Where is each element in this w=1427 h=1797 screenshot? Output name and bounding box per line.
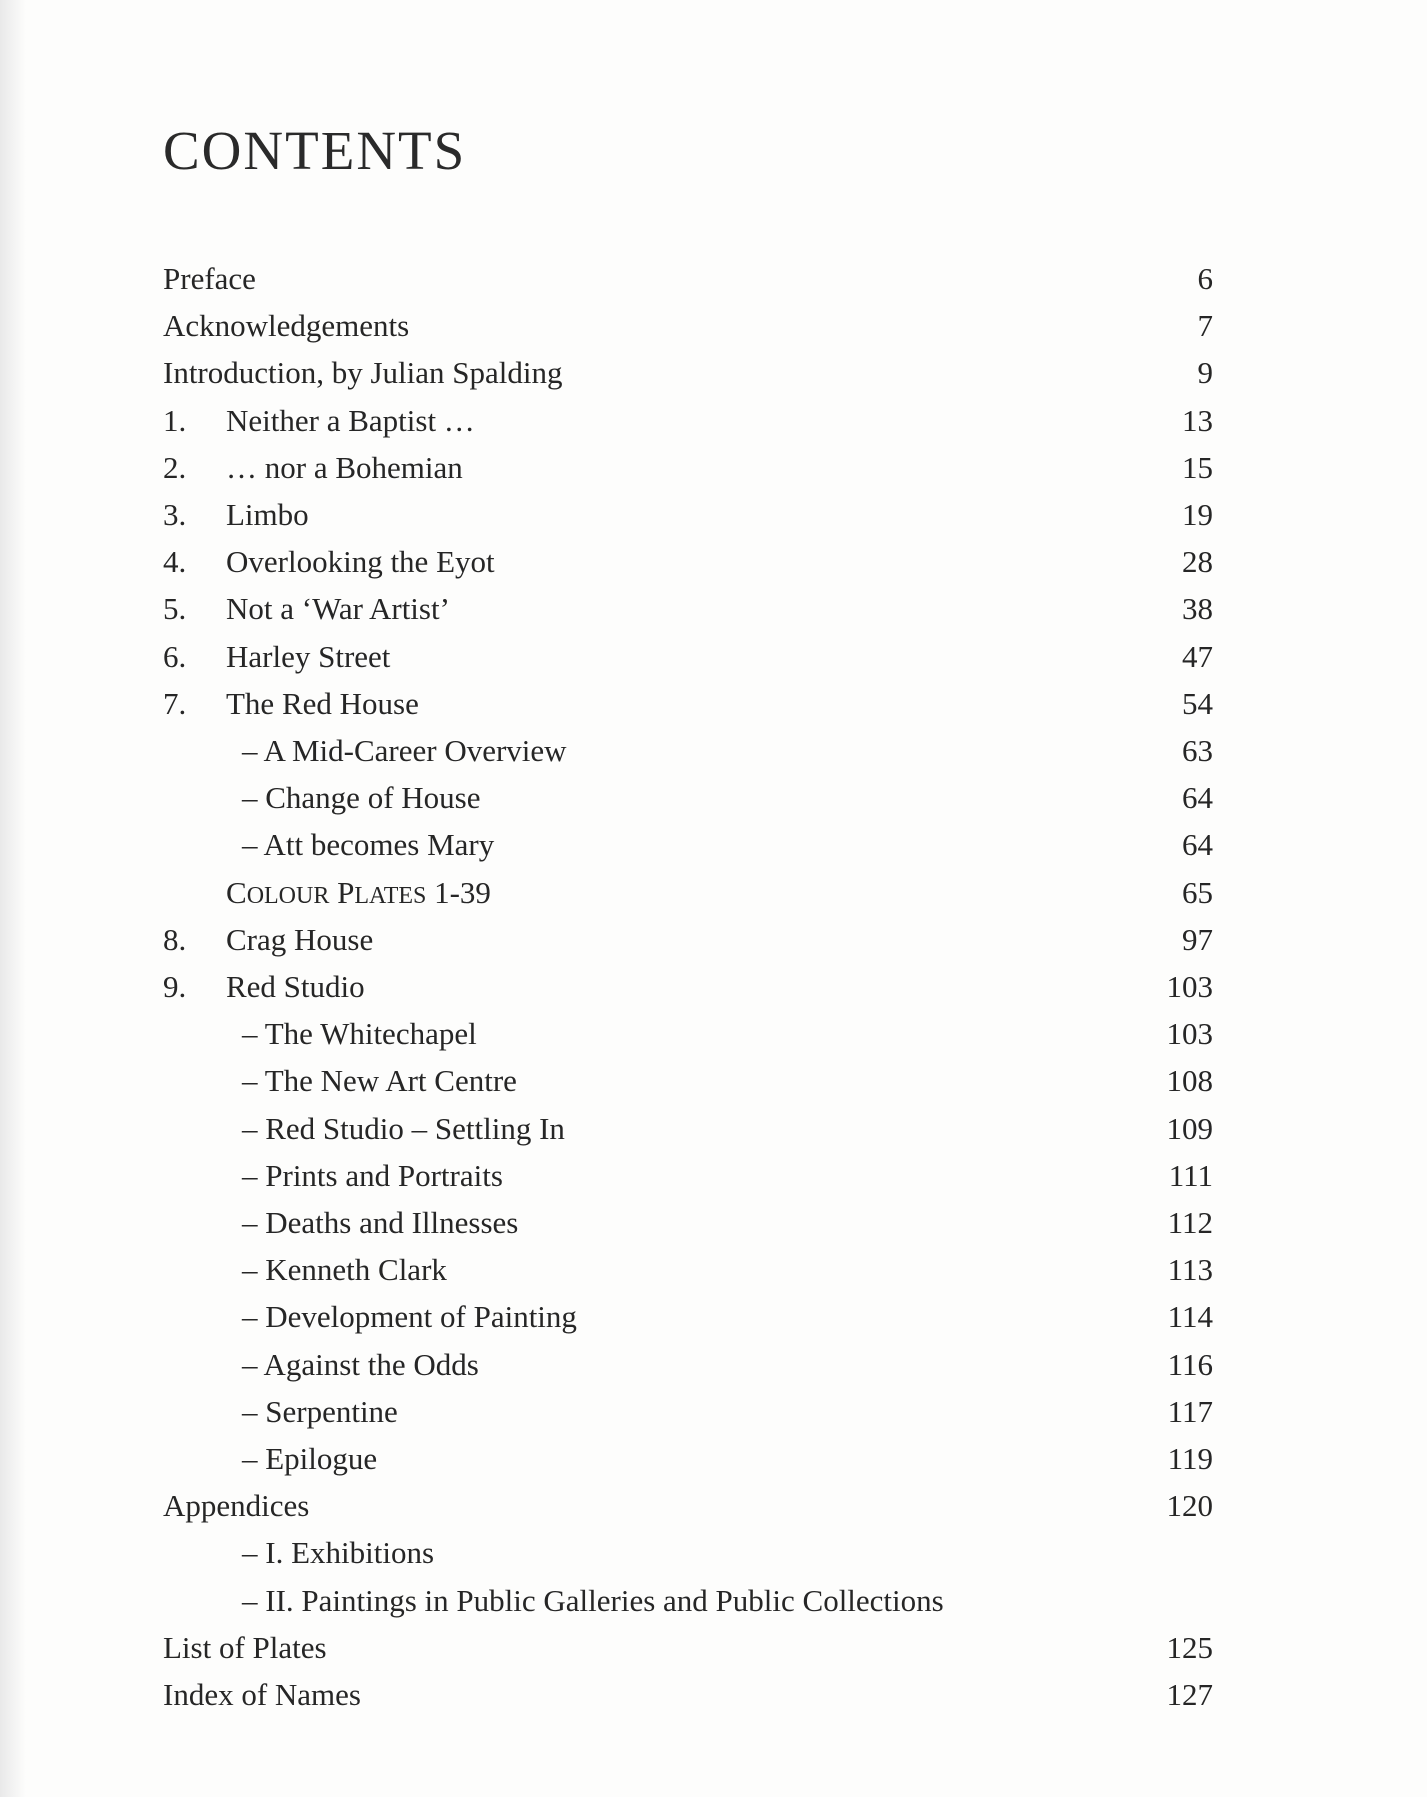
toc-entry-title: – Deaths and Illnesses: [242, 1205, 519, 1240]
toc-entry-page-number: 28: [1182, 544, 1213, 580]
toc-entry-title: List of Plates: [163, 1629, 327, 1665]
toc-entry-number: 8.: [163, 921, 187, 957]
page-edge-shadow: [0, 0, 26, 1797]
toc-entry-number: 5.: [163, 591, 187, 627]
toc-entry: [163, 538, 1213, 585]
toc-entry-page-number: 97: [1182, 921, 1213, 957]
toc-entry-title: – Against the Odds: [242, 1346, 479, 1382]
toc-entry-page-number: 54: [1182, 685, 1213, 721]
toc-entry-title: – The Whitechapel: [242, 1016, 477, 1052]
toc-entry: [163, 397, 1213, 444]
toc-entry-number: 7.: [163, 685, 187, 721]
toc-entry-title: Acknowledgements: [163, 308, 410, 344]
toc-entry: [163, 1435, 1213, 1482]
toc-entry-title: Neither a Baptist …: [226, 402, 475, 438]
toc-entry: [163, 869, 1213, 916]
toc-entry-page-number: 64: [1182, 827, 1213, 863]
toc-entry-title: – Att becomes Mary: [242, 827, 495, 863]
toc-entry-title: – II. Paintings in Public Galleries and Public Collections: [242, 1582, 944, 1618]
toc-entry: [163, 1671, 1213, 1718]
toc-entry-page-number: 108: [1166, 1063, 1213, 1099]
toc-entry: [163, 1152, 1213, 1199]
toc-entry-title: – Kenneth Clark: [242, 1252, 447, 1288]
toc-entry-title: Limbo: [226, 497, 309, 532]
toc-entry: [163, 585, 1213, 632]
toc-entry-page-number: 116: [1167, 1346, 1213, 1382]
toc-entry-title: Appendices: [163, 1488, 310, 1524]
toc-entry-page-number: 13: [1182, 402, 1213, 438]
toc-entry-title: Crag House: [226, 921, 374, 957]
toc-entry: [163, 727, 1213, 774]
toc-entry-page-number: 64: [1182, 780, 1213, 816]
toc-entry-title: – Change of House: [242, 780, 481, 816]
toc-entry-page-number: 113: [1167, 1252, 1213, 1288]
toc-entry: [163, 963, 1213, 1010]
toc-entry-number: 2.: [163, 449, 187, 485]
toc-entry-title: – The New Art Centre: [242, 1063, 517, 1099]
toc-entry: [163, 1624, 1213, 1671]
toc-entry: [163, 444, 1213, 491]
toc-entry-page-number: 127: [1166, 1677, 1213, 1712]
toc-entry-title: Red Studio: [226, 969, 365, 1004]
toc-entry-page-number: 112: [1167, 1205, 1213, 1240]
toc-entry-title: – Development of Painting: [242, 1299, 577, 1335]
toc-entry: [163, 1388, 1213, 1435]
toc-entry: [163, 491, 1213, 538]
toc-entry-page-number: 125: [1166, 1629, 1213, 1665]
toc-entry-page-number: 7: [1197, 308, 1213, 344]
toc-entry-title: – Prints and Portraits: [242, 1157, 503, 1193]
toc-entry-title: – A Mid-Career Overview: [242, 733, 567, 768]
toc-entry: [163, 1577, 1213, 1624]
toc-entry-page-number: 19: [1182, 497, 1213, 532]
toc-entry: [163, 255, 1213, 302]
toc-entry-title: – Epilogue: [242, 1441, 378, 1476]
toc-entry-page-number: 111: [1168, 1157, 1213, 1193]
toc-entry: [163, 1341, 1213, 1388]
toc-entry-number: 6.: [163, 638, 187, 674]
toc-entry-number: 3.: [163, 497, 187, 532]
toc-entry-page-number: 63: [1182, 733, 1213, 768]
toc-entry-page-number: 117: [1167, 1393, 1213, 1429]
toc-entry-title: – Serpentine: [242, 1393, 398, 1429]
toc-entry-title: – I. Exhibitions: [242, 1535, 435, 1571]
toc-entry-number: 9.: [163, 969, 187, 1004]
toc-entry: [163, 1482, 1213, 1529]
toc-entry-page-number: 119: [1167, 1441, 1213, 1476]
toc-entry-title: COLOUR PLATES 1-39: [226, 874, 491, 910]
toc-entry: [163, 1057, 1213, 1104]
toc-entry-page-number: 6: [1197, 261, 1213, 296]
toc-entry-title: Overlooking the Eyot: [226, 544, 495, 580]
toc-entry: [163, 1293, 1213, 1340]
toc-entry-title: Preface: [163, 261, 256, 296]
toc-entry-number: 1.: [163, 402, 187, 438]
toc-entry-title: Harley Street: [226, 638, 391, 674]
toc-entry: [163, 302, 1213, 349]
toc-entry-page-number: 103: [1166, 969, 1213, 1004]
toc-entry-title: … nor a Bohemian: [226, 449, 463, 485]
toc-entry-title: Introduction, by Julian Spalding: [163, 355, 563, 391]
toc-entry-page-number: 15: [1182, 449, 1213, 485]
toc-entry: [163, 821, 1213, 868]
toc-entry-page-number: 103: [1166, 1016, 1213, 1052]
toc-entry: [163, 349, 1213, 396]
toc-entry-page-number: 114: [1167, 1299, 1213, 1335]
toc-entry-number: 4.: [163, 544, 187, 580]
toc-entry-page-number: 65: [1182, 874, 1213, 910]
toc-entry: [163, 774, 1213, 821]
toc-entry: [163, 1199, 1213, 1246]
toc-entry: [163, 1246, 1213, 1293]
toc-entry-page-number: 47: [1182, 638, 1213, 674]
toc-entry: [163, 633, 1213, 680]
toc-entry-title: The Red House: [226, 685, 419, 721]
toc-entry: [163, 1529, 1213, 1576]
toc-entry: [163, 1010, 1213, 1057]
toc-entry-page-number: 38: [1182, 591, 1213, 627]
toc-entry-title: – Red Studio – Settling In: [242, 1110, 565, 1146]
toc-entry-page-number: 109: [1166, 1110, 1213, 1146]
toc-entry: [163, 916, 1213, 963]
toc-entry-page-number: 120: [1166, 1488, 1213, 1524]
toc-entry-title: Index of Names: [163, 1677, 361, 1712]
toc-entry-page-number: 9: [1197, 355, 1213, 391]
toc-entry: [163, 680, 1213, 727]
toc-entry-title: Not a ‘War Artist’: [226, 591, 450, 627]
page-title: CONTENTS: [163, 120, 467, 181]
toc-entry: [163, 1105, 1213, 1152]
